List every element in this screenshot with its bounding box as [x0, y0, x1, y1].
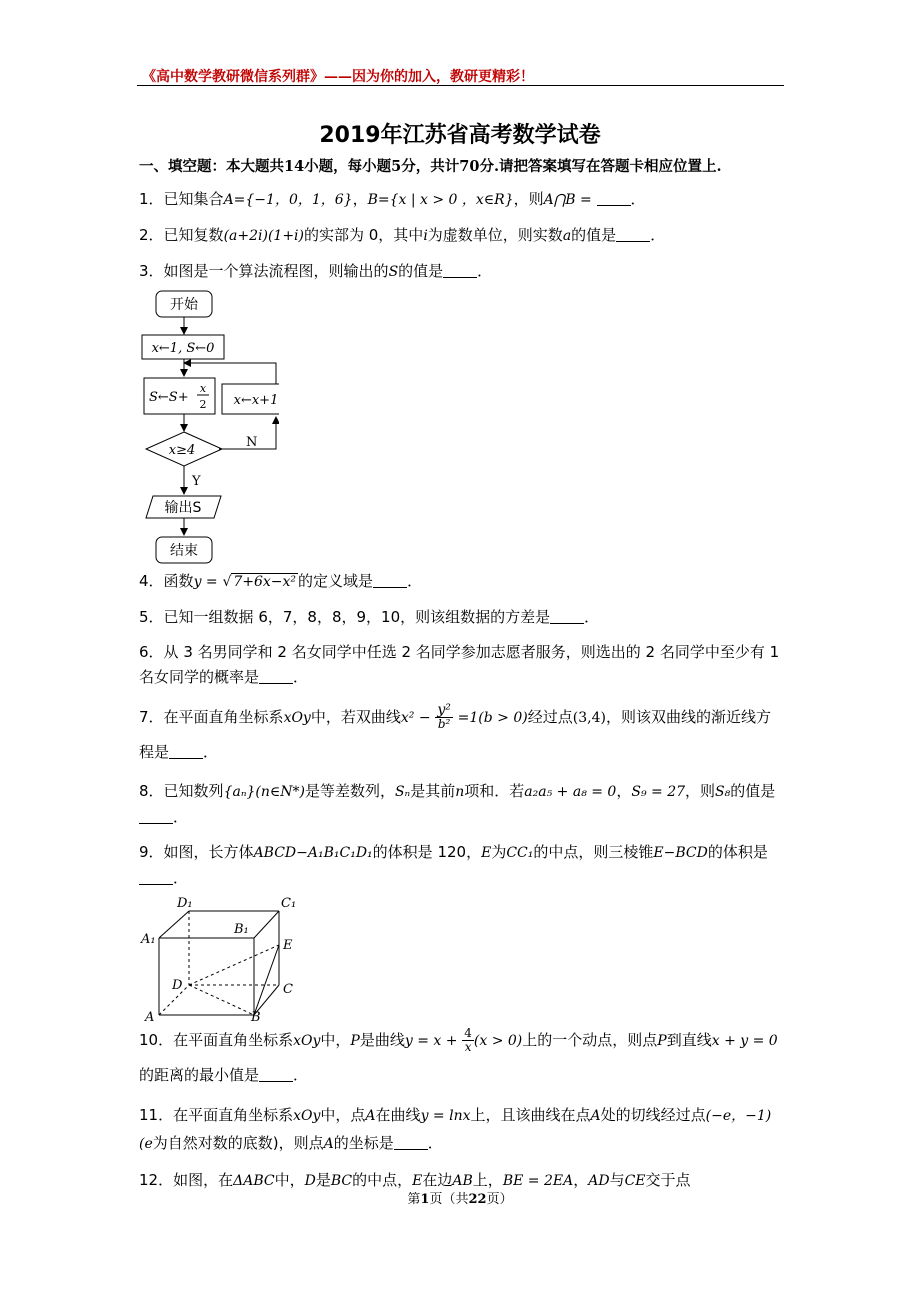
math-expression: BC	[330, 1173, 353, 1189]
question-number: 6．	[139, 643, 164, 661]
math-expression: {aₙ}(n∈N*)	[223, 784, 305, 800]
question-text: 是其前	[410, 782, 456, 800]
question-text: 上的一个动点，则点	[522, 1031, 658, 1049]
math-expression: =1(b > 0)	[457, 710, 528, 726]
question-text: ．	[630, 190, 646, 208]
question-text: 到直线	[666, 1031, 712, 1049]
question-number: 5．	[139, 608, 164, 626]
question-text: 的体积是	[707, 843, 768, 861]
math-expression: BE = 2EA	[502, 1173, 574, 1189]
question-text: ．	[293, 1066, 309, 1084]
question-text: 的坐标是	[333, 1134, 394, 1152]
math-expression: A⋂B =	[543, 192, 592, 208]
flow-yes-label: Y	[192, 474, 201, 489]
section-label: 一、填空题：	[139, 158, 226, 175]
question-4: 4．函数y = √ 7+6x−x² 的定义域是 ．	[139, 572, 423, 590]
question-text: 处的切线经过点	[600, 1106, 706, 1124]
question-9	[139, 840, 783, 891]
hidden-edge	[189, 945, 279, 985]
math-expression: S₈	[715, 784, 731, 800]
math-expression: CC₁	[506, 845, 534, 861]
question-text: 项和．若	[464, 782, 525, 800]
flow-condition-label: x≥4	[168, 443, 196, 458]
flow-assign-label: S←S+	[149, 390, 189, 405]
edge-be	[254, 945, 279, 1015]
question-text: 为	[491, 843, 507, 861]
flow-frac-num: x	[199, 382, 207, 395]
math-expression: B={x | x > 0 ，x∈R}	[367, 192, 514, 208]
question-number: 2．	[139, 226, 164, 244]
math-expression: ABCD−A₁B₁C₁D₁	[253, 845, 373, 861]
question-text: 已知一组数据 6，7，8，8，9，10，则该组数据的方差是	[163, 608, 551, 626]
question-text: 中，点	[320, 1106, 366, 1124]
question-text: 在平面直角坐标系	[173, 1106, 294, 1124]
math-expression: i	[423, 228, 428, 244]
question-text: ，	[352, 190, 368, 208]
math-expression: AD	[588, 1173, 610, 1189]
question-text: 在曲线	[375, 1106, 421, 1124]
question-text: ．	[173, 808, 189, 826]
math-expression: (x > 0)	[473, 1033, 523, 1049]
question-number: 10．	[139, 1031, 174, 1049]
question-5	[139, 605, 783, 630]
math-expression: y = lnx	[420, 1108, 471, 1124]
math-expression: xOy	[283, 710, 311, 726]
page-total: 22	[468, 1192, 487, 1207]
math-expression: xOy	[293, 1033, 321, 1049]
question-number: 7．	[139, 708, 164, 726]
fraction: $\frac{4}{x}$	[464, 1026, 472, 1054]
question-text: 如图，长方体	[163, 843, 254, 861]
flow-output-label: 输出S	[164, 500, 202, 516]
question-text: ．	[407, 572, 423, 590]
question-text: ．	[293, 668, 309, 686]
question-1	[139, 187, 783, 213]
question-text: ，则	[513, 190, 544, 208]
flow-increment-label: x←x+1	[233, 393, 279, 408]
vertex-label: C	[283, 982, 293, 997]
question-text: ．	[203, 743, 219, 761]
question-text: 是曲线	[359, 1031, 405, 1049]
question-text: 如图是一个算法流程图，则输出的	[163, 262, 389, 280]
question-number: 4．	[139, 572, 164, 590]
answer-blank[interactable]	[373, 573, 407, 588]
question-text: 上，且该曲线在点	[470, 1106, 591, 1124]
math-expression: y =	[193, 574, 218, 590]
flow-end-label: 结束	[170, 543, 198, 559]
fraction: $\frac{\text{y²}}{\text{b²}}$	[437, 702, 451, 731]
question-text: ．	[584, 608, 600, 626]
vertex-label: B₁	[234, 922, 249, 937]
vertex-label: B	[251, 1010, 261, 1023]
question-2	[139, 223, 783, 249]
vertex-label: A₁	[141, 932, 156, 947]
answer-blank[interactable]	[597, 191, 631, 206]
header-note: 《高中数学教研微信系列群》——因为你的加入，教研更精彩！	[142, 69, 534, 85]
math-expression: ΔABC	[233, 1173, 275, 1189]
math-expression: A	[323, 1136, 334, 1152]
question-text: 已知数列	[163, 782, 224, 800]
flow-init-label: x←1, S←0	[151, 341, 215, 356]
answer-blank[interactable]	[259, 1067, 293, 1082]
question-text: 的实部为 0，其中	[304, 226, 424, 244]
math-expression: (−e，−1)(e	[139, 1108, 772, 1152]
footer-text: 页）	[486, 1192, 513, 1207]
math-expression: P	[350, 1033, 360, 1049]
question-8	[139, 779, 783, 830]
math-expression: Sₙ	[394, 784, 411, 800]
question-text: 从 3 名男同学和 2 名女同学中任选 2 名同学参加志愿者服务，则选出的 2 名同学中至少有 1 名女同学的概率是	[139, 643, 780, 686]
question-text: ，则	[685, 782, 716, 800]
edge	[254, 911, 279, 938]
question-number: 11．	[139, 1106, 174, 1124]
question-text: 的定义域是	[298, 572, 374, 590]
math-expression: x² −	[400, 710, 431, 726]
math-expression: D	[304, 1173, 316, 1189]
flow-loop-back	[184, 363, 276, 384]
question-number: 12．	[139, 1171, 174, 1189]
math-expression: E−BCD	[653, 845, 708, 861]
vertex-label: E	[283, 938, 293, 953]
vertex-label: D	[172, 978, 183, 993]
question-10	[139, 1023, 783, 1092]
header-divider	[137, 85, 784, 86]
question-text: 的值是	[571, 226, 617, 244]
section-description: 本大题共14小题，每小题5分，共计70分.请把答案填写在答题卡相应位置上.	[226, 158, 722, 175]
question-number: 1．	[139, 190, 164, 208]
math-expression: n	[455, 784, 465, 800]
question-3	[139, 259, 783, 285]
question-number: 9．	[139, 843, 164, 861]
math-expression: 7+6x−x²	[233, 574, 297, 590]
answer-blank[interactable]	[259, 669, 293, 684]
question-text: 交于点	[645, 1171, 691, 1189]
footer-text: 第	[407, 1192, 421, 1207]
math-expression: E	[412, 1173, 423, 1189]
question-number: 3．	[139, 262, 164, 280]
question-text: ，	[573, 1171, 589, 1189]
math-expression: A	[365, 1108, 376, 1124]
answer-blank[interactable]	[616, 227, 650, 242]
edge	[159, 911, 189, 938]
math-expression: CE	[624, 1173, 646, 1189]
answer-blank[interactable]	[550, 609, 584, 624]
question-text: 在平面直角坐标系	[163, 708, 284, 726]
exam-content	[139, 155, 783, 1194]
question-text: ．	[477, 262, 493, 280]
question-11	[139, 1102, 783, 1158]
answer-blank[interactable]	[139, 809, 173, 824]
question-7	[139, 700, 783, 769]
answer-blank[interactable]	[139, 870, 173, 885]
question-text: 如图，在	[173, 1171, 234, 1189]
question-text: ．	[427, 1134, 443, 1152]
math-expression: x + y = 0	[711, 1033, 778, 1049]
vertex-label: C₁	[281, 896, 297, 911]
question-text: 中，	[320, 1031, 351, 1049]
question-text: 函数	[163, 572, 194, 590]
flow-start-label: 开始	[170, 297, 198, 313]
math-expression: AB	[452, 1173, 473, 1189]
question-text: 为虚数单位，则实数	[427, 226, 563, 244]
question-text: 已知集合	[163, 190, 224, 208]
math-expression: A={−1，0，1，6}	[223, 192, 353, 208]
page-number: 1	[420, 1192, 430, 1207]
question-text: 经过点	[527, 708, 573, 726]
question-text: 已知复数	[163, 226, 224, 244]
question-text: 是等差数列，	[304, 782, 395, 800]
vertex-label: D₁	[177, 896, 193, 911]
question-text: ．	[650, 226, 666, 244]
question-text: 是	[315, 1171, 331, 1189]
answer-blank[interactable]	[443, 263, 477, 278]
question-text: 在边	[422, 1171, 453, 1189]
question-text: ．	[173, 869, 189, 887]
cuboid-diagram	[139, 893, 309, 1023]
question-text: 上，	[472, 1171, 503, 1189]
math-expression: (a+2i)(1+i)	[223, 228, 304, 244]
question-text: ，	[616, 782, 632, 800]
flowchart-diagram	[139, 289, 279, 567]
math-expression: P	[657, 1033, 667, 1049]
question-text: 为自然对数的底数)，则点	[152, 1134, 324, 1152]
question-text: 的值是	[730, 782, 776, 800]
math-expression: A	[590, 1108, 601, 1124]
math-expression: a	[562, 228, 572, 244]
question-6	[139, 640, 783, 690]
page-title: 2019年江苏省高考数学试卷	[319, 123, 601, 148]
footer-text: 页（共	[429, 1192, 469, 1207]
math-expression: S	[388, 264, 399, 280]
hidden-edge	[189, 985, 254, 1015]
math-expression: xOy	[293, 1108, 321, 1124]
question-text: 的距离的最小值是	[139, 1066, 260, 1084]
question-text: 中，	[274, 1171, 305, 1189]
question-text: ，则该双曲线的渐近线方程是	[139, 708, 771, 761]
math-expression: y = x +	[404, 1033, 458, 1049]
flow-frac-den: 2	[199, 398, 207, 411]
page-footer	[0, 1188, 920, 1207]
question-text: 与	[609, 1171, 625, 1189]
question-text: 在平面直角坐标系	[173, 1031, 294, 1049]
question-text: 的体积是 120，	[372, 843, 482, 861]
vertex-label: A	[145, 1010, 155, 1023]
section-header	[139, 155, 783, 179]
answer-blank[interactable]	[394, 1135, 428, 1150]
question-text: 中，若双曲线	[310, 708, 401, 726]
math-expression: E	[481, 845, 492, 861]
math-expression: a₂a₅ + a₈ = 0	[524, 784, 617, 800]
flow-no-label: N	[246, 435, 258, 450]
question-text: 的值是	[398, 262, 444, 280]
math-expression: (3,4)	[572, 710, 606, 726]
question-number: 8．	[139, 782, 164, 800]
math-expression: S₉ = 27	[631, 784, 686, 800]
answer-blank[interactable]	[169, 744, 203, 759]
question-text: 的中点，则三棱锥	[533, 843, 654, 861]
question-text: 的中点，	[352, 1171, 413, 1189]
